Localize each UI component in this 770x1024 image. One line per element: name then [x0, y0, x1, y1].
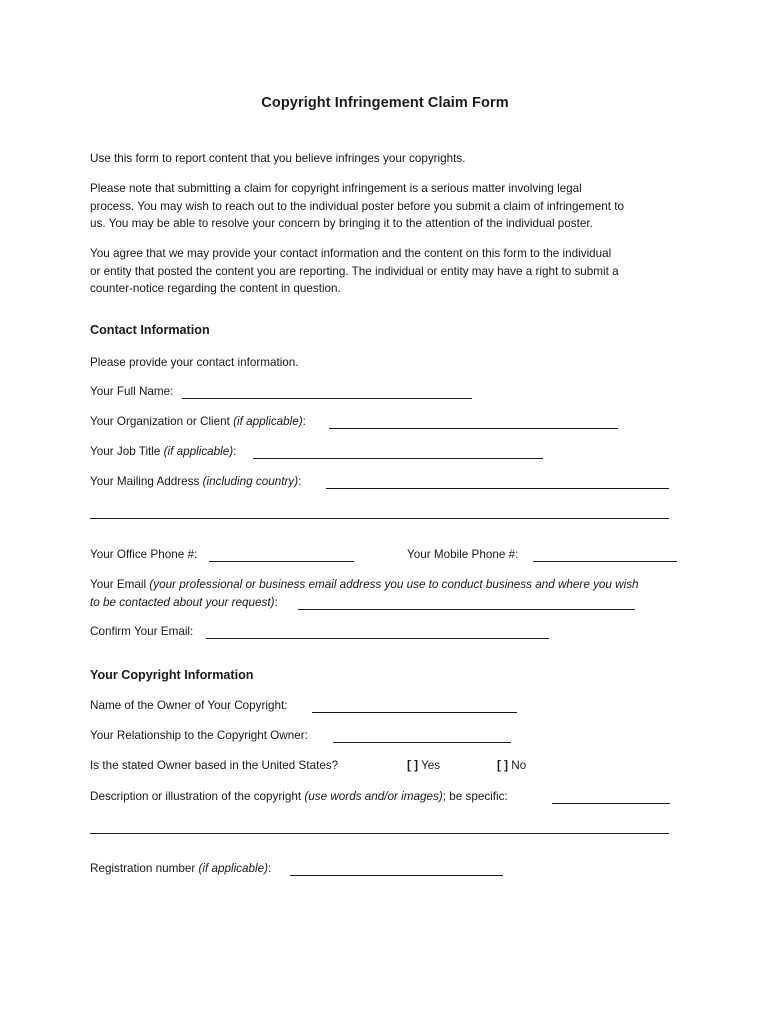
full-name-label: Your Full Name: — [90, 385, 174, 398]
confirm-email-field[interactable] — [206, 638, 549, 639]
us-owner-question: Is the stated Owner based in the United States? — [90, 759, 339, 772]
email-field[interactable] — [298, 609, 635, 610]
relationship-field[interactable] — [333, 742, 511, 743]
intro-paragraph-2 — [90, 180, 690, 233]
intro-paragraph-3-line: counter-notice regarding the content in question. — [90, 282, 341, 296]
mailing-address-label-text: Your Mailing Address — [90, 475, 200, 488]
office-phone-field[interactable] — [209, 561, 354, 562]
yes-option[interactable] — [407, 757, 440, 775]
description-note: (use words and/or images) — [304, 790, 443, 803]
registration-label: Registration number (if applicable): — [90, 862, 272, 875]
no-label: No — [511, 759, 527, 772]
intro-paragraph-2-line: process. You may wish to reach out to the individual poster before you submit a claim of infringement to — [90, 199, 625, 213]
job-title-note: (if applicable) — [163, 445, 234, 458]
mailing-address-note: (including country) — [202, 475, 299, 488]
confirm-email-label: Confirm Your Email: — [90, 625, 194, 638]
owner-name-field[interactable] — [312, 712, 517, 713]
mobile-phone-field[interactable] — [533, 561, 677, 562]
intro-paragraph-1: Use this form to report content that you believe infringes your copyrights. — [90, 152, 466, 165]
mailing-address-field-line-2[interactable] — [90, 518, 669, 519]
description-suffix: ; be specific: — [442, 790, 508, 803]
page-title: Copyright Infringement Claim Form — [261, 95, 509, 111]
organization-note: (if applicable) — [233, 415, 303, 428]
email-label-text: Your Email — [90, 578, 147, 591]
email-label — [90, 576, 639, 594]
mailing-address-field[interactable] — [326, 488, 669, 489]
organization-label-text: Your Organization or Client — [90, 415, 230, 428]
intro-paragraph-3 — [90, 245, 690, 298]
description-label-text: Description or illustration of the copyright — [90, 790, 302, 803]
copyright-heading: Your Copyright Information — [90, 668, 254, 682]
email-note-2: to be contacted about your request) — [90, 596, 275, 609]
no-checkbox[interactable]: [ ] — [497, 759, 509, 772]
description-field-line-2[interactable] — [90, 833, 669, 834]
yes-label: Yes — [421, 759, 441, 772]
intro-paragraph-3-line: or entity that posted the content you are reporting. The individual or entity may have a right to submit a — [90, 264, 619, 278]
relationship-label: Your Relationship to the Copyright Owner: — [90, 729, 308, 742]
no-option[interactable] — [497, 757, 526, 775]
email-note: (your professional or business email address you use to conduct business and where you wish — [149, 578, 639, 591]
job-title-label: Your Job Title (if applicable): — [90, 445, 237, 458]
intro-paragraph-2-line: us. You may be able to resolve your concern by bringing it to the attention of the individual poster. — [90, 217, 593, 231]
yes-checkbox[interactable]: [ ] — [407, 759, 419, 772]
mailing-address-label: Your Mailing Address (including country): — [90, 475, 302, 488]
organization-label: Your Organization or Client (if applicable): — [90, 415, 306, 428]
owner-name-label: Name of the Owner of Your Copyright: — [90, 699, 288, 712]
organization-field[interactable] — [329, 428, 618, 429]
contact-prompt: Please provide your contact information. — [90, 356, 299, 369]
job-title-field[interactable] — [253, 458, 543, 459]
job-title-label-text: Your Job Title — [90, 445, 161, 458]
office-phone-label: Your Office Phone #: — [90, 548, 198, 561]
intro-paragraph-3-line: You agree that we may provide your contact information and the content on this form to the individual — [90, 247, 612, 260]
registration-label-text: Registration number — [90, 862, 196, 875]
registration-field[interactable] — [290, 875, 503, 876]
intro-paragraph-2-line: Please note that submitting a claim for copyright infringement is a serious matter involving legal — [90, 182, 582, 195]
mobile-phone-label: Your Mobile Phone #: — [407, 548, 519, 561]
registration-note: (if applicable) — [198, 862, 269, 875]
full-name-field[interactable] — [182, 398, 472, 399]
email-label-line-2: to be contacted about your request): — [90, 596, 278, 609]
contact-heading: Contact Information — [90, 323, 210, 337]
description-label — [90, 788, 508, 806]
description-field[interactable] — [552, 803, 670, 804]
